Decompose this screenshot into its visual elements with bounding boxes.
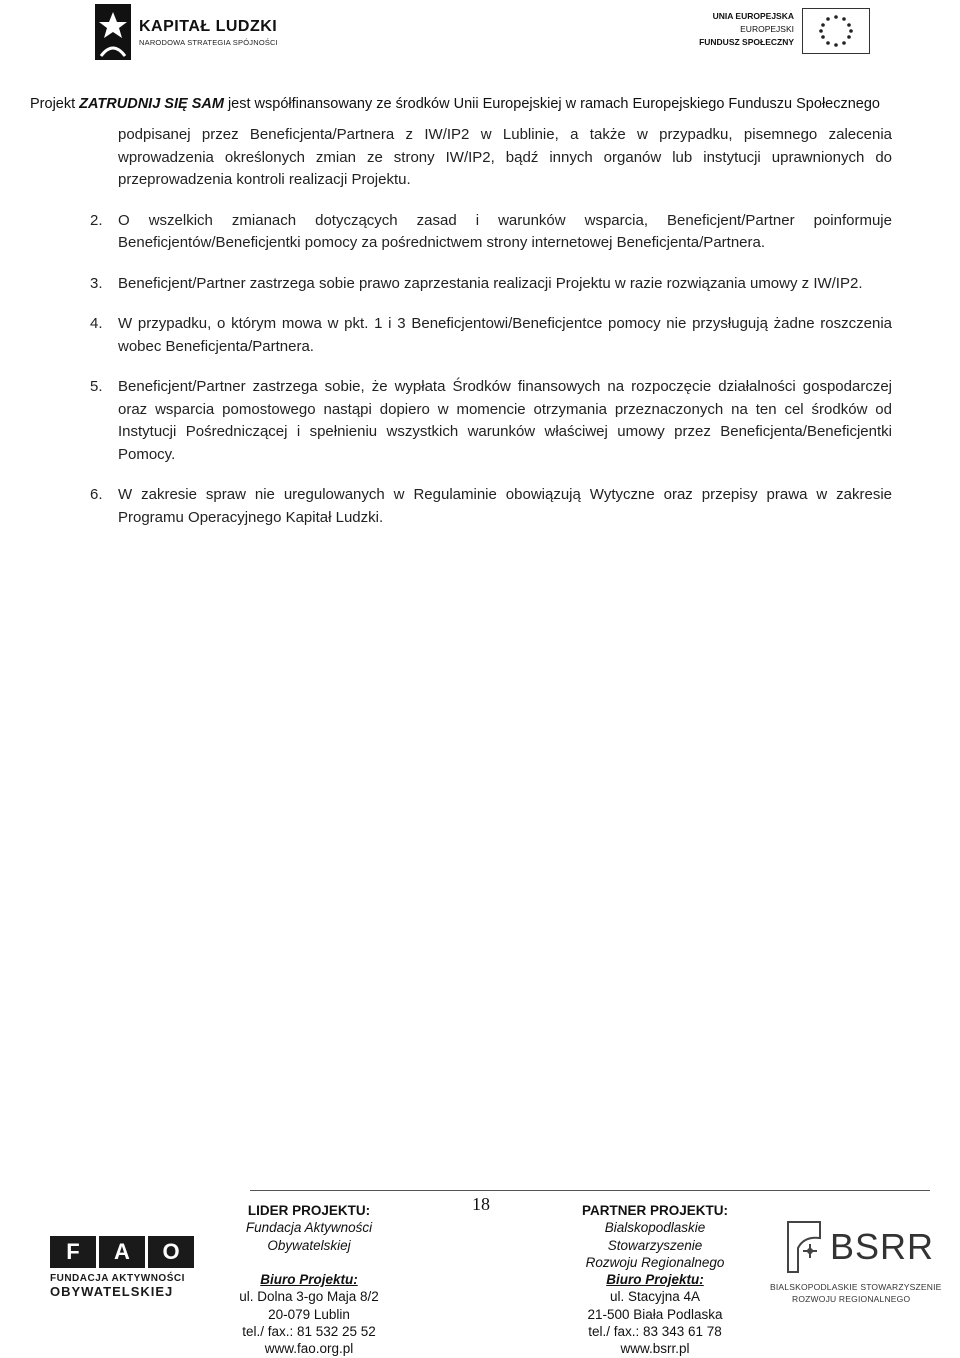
fao-letter: A — [99, 1236, 145, 1268]
partner-address1: ul. Stacyjna 4A — [609, 1289, 701, 1305]
lider-org-line1: Fundacja Aktywności — [245, 1220, 373, 1236]
lider-org-line2: Obywatelskiej — [267, 1237, 351, 1253]
partner-biuro-label: Biuro Projektu: — [606, 1272, 704, 1288]
eu-line3: FUNDUSZ SPOŁECZNY — [699, 37, 794, 47]
fao-logo — [50, 1236, 195, 1299]
page-number: 18 — [472, 1194, 490, 1214]
list-item — [90, 313, 892, 358]
bsrr-logo — [768, 1214, 942, 1310]
list-item-number: 4. — [90, 315, 103, 332]
lider-spacer — [224, 1254, 394, 1271]
lider-biuro-label: Biuro Projektu: — [260, 1272, 358, 1288]
intro-paragraph: podpisanej przez Beneficjenta/Partnera z IW/IP2 w Lublinie, a także w przypadku, pisemnego zalecenia wprowadzenia określonych zmian ze strony IW/IP2, bądź innych organów lub instytucji uprawnionych do przeprowadzenia kontroli realizacji Projektu. — [118, 126, 892, 188]
kapital-ludzki-subtitle: NARODOWA STRATEGIA SPÓJNOŚCI — [139, 38, 278, 47]
bsrr-emblem-icon — [780, 1218, 826, 1276]
eu-line1: UNIA EUROPEJSKA — [712, 11, 794, 21]
list-item — [90, 484, 892, 529]
list-item — [90, 376, 892, 466]
fao-logo-line2: OBYWATELSKIEJ — [50, 1284, 174, 1299]
bsrr-logo-line1: BIALSKOPODLASKIE STOWARZYSZENIE — [770, 1282, 942, 1292]
bsrr-logo-word: BSRR — [830, 1226, 935, 1267]
fao-letter: O — [148, 1236, 194, 1268]
partner-phone: tel./ fax.: 83 343 61 78 — [588, 1324, 722, 1340]
kapital-ludzki-title: KAPITAŁ LUDZKI — [139, 18, 278, 35]
fao-letter: F — [50, 1236, 96, 1268]
fao-logo-boxes — [50, 1236, 195, 1268]
list-item-text: Beneficjent/Partner zastrzega sobie prawo zaprzestania realizacji Projektu w razie rozwiązania umowy z IW/IP2. — [118, 274, 863, 292]
list-item-number: 6. — [90, 486, 103, 503]
project-name: ZATRUDNIJ SIĘ SAM — [79, 96, 224, 112]
bsrr-logo-line2: ROZWOJU REGIONALNEGO — [792, 1294, 911, 1304]
partner-address2: 21-500 Biała Podlaska — [587, 1306, 723, 1322]
footer-divider — [250, 1190, 930, 1191]
lider-info — [224, 1202, 394, 1358]
list-item-number: 5. — [90, 378, 103, 395]
partner-org-line3: Rozwoju Regionalnego — [585, 1254, 725, 1270]
lider-address2: 20-079 Lublin — [268, 1306, 350, 1322]
partner-info — [570, 1202, 740, 1358]
lider-address1: ul. Dolna 3-go Maja 8/2 — [239, 1289, 379, 1305]
kapital-ludzki-logo — [95, 4, 278, 60]
document-body — [90, 124, 892, 547]
eu-line2: EUROPEJSKI — [740, 24, 794, 34]
list-item-text: W przypadku, o którym mowa w pkt. 1 i 3 Beneficjentowi/Beneficjentce pomocy nie przysługują żadne roszczenia wobec Beneficjenta/Partnera. — [118, 315, 892, 355]
eu-flag-icon — [802, 8, 870, 54]
list-item-text: Beneficjent/Partner zastrzega sobie, że wypłata Środków finansowych na rozpoczęcie działalności gospodarczej oraz wsparcia pomostowego nastąpi dopiero w momencie otrzymania przeznaczonych na ten cel środków od Instytucji Pośredniczącej i spełnieniu wszystkich warunków właściwej umowy przez Beneficjenta/Beneficjentki Pomocy. — [118, 378, 892, 463]
lider-phone: tel./ fax.: 81 532 25 52 — [242, 1324, 376, 1340]
partner-label: PARTNER PROJEKTU: — [581, 1203, 728, 1218]
project-suffix: jest współfinansowany ze środków Unii Europejskiej w ramach Europejskiego Funduszu Społecznego — [223, 96, 880, 112]
lider-label: LIDER PROJEKTU: — [247, 1203, 371, 1218]
list-item — [90, 273, 892, 296]
partner-website: www.bsrr.pl — [620, 1341, 690, 1357]
project-prefix: Projekt — [30, 96, 80, 112]
list-item-number: 2. — [90, 211, 103, 229]
lider-website: www.fao.org.pl — [264, 1341, 354, 1357]
list-item — [90, 210, 892, 255]
eu-logo — [700, 8, 870, 58]
list-item-text: W zakresie spraw nie uregulowanych w Regulaminie obowiązują Wytyczne oraz przepisy prawa w zakresie Programu Operacyjnego Kapitał Ludzki. — [118, 486, 892, 526]
project-funding-line — [30, 96, 930, 112]
fao-logo-line1: FUNDACJA AKTYWNOŚCI — [50, 1273, 185, 1284]
list-item-number: 3. — [90, 274, 103, 292]
partner-org-line2: Stowarzyszenie — [607, 1237, 703, 1253]
partner-org-line1: Bialskopodlaskie — [604, 1220, 706, 1236]
eu-logo-text — [699, 10, 794, 49]
kapital-ludzki-emblem-icon — [95, 4, 131, 60]
list-item-text: O wszelkich zmianach dotyczących zasad i warunków wsparcia, Beneficjent/Partner poinformuje Beneficjentów/Beneficjentki pomocy za pośrednictwem strony internetowej Beneficjenta/Partnera. — [118, 211, 892, 251]
